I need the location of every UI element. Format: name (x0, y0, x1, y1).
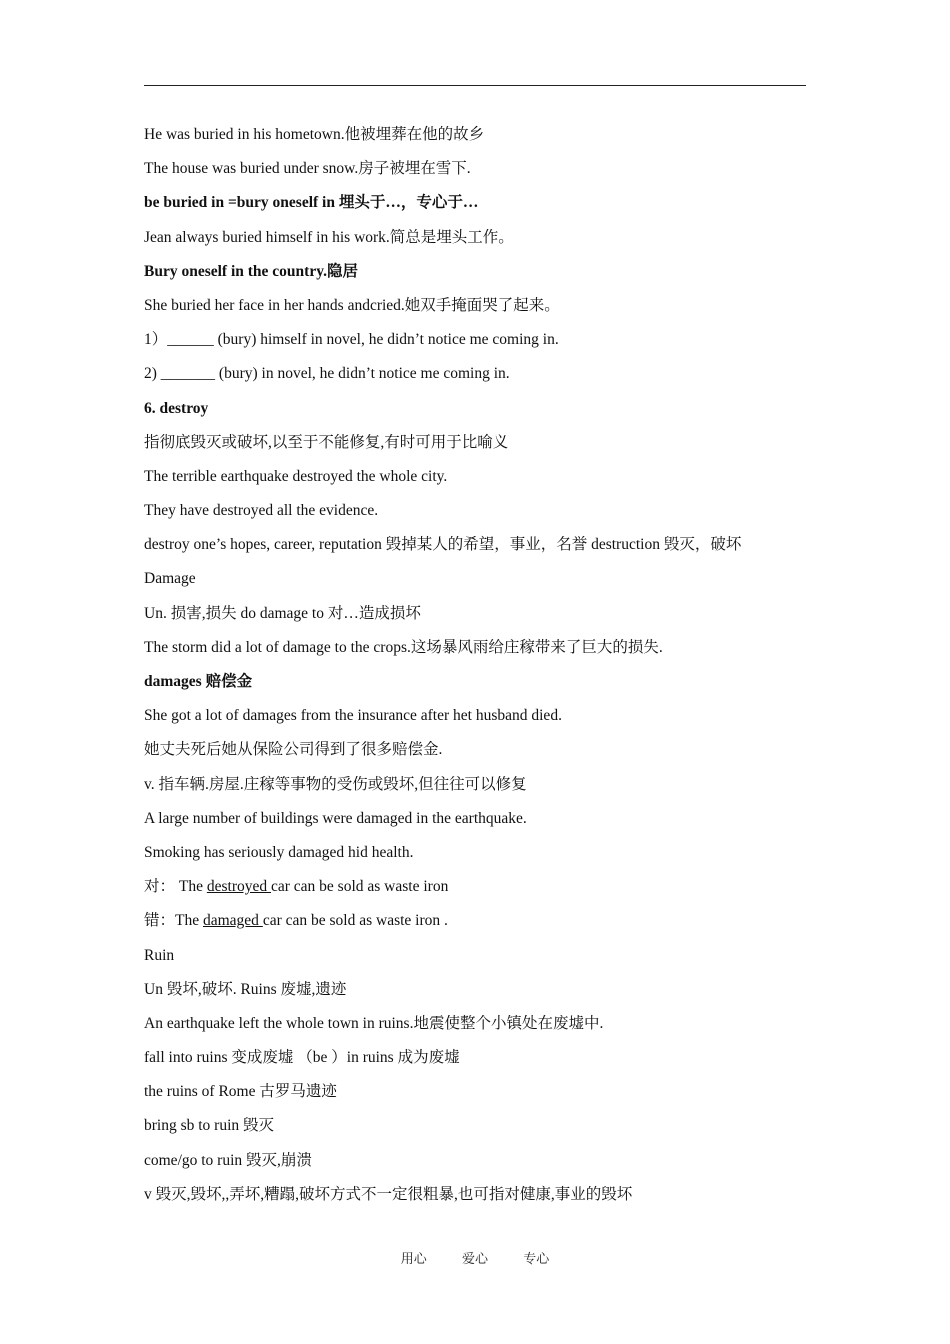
text-line: bring sb to ruin 毁灭 (144, 1117, 275, 1135)
header-rule (144, 85, 806, 86)
text-line: They have destroyed all the evidence. (144, 502, 379, 520)
text-line: A large number of buildings were damaged in the earthquake. (144, 809, 527, 827)
word-heading: Ruin (144, 946, 175, 964)
footer-item: 专心 (523, 1251, 550, 1266)
text-line: An earthquake left the whole town in ruins.地震使整个小镇处在废墟中. (144, 1014, 604, 1032)
text-line: He was buried in his hometown.他被埋葬在他的故乡 (144, 126, 485, 143)
document-body (144, 124, 814, 1218)
text-line: The house was buried under snow.房子被埋在雪下. (144, 160, 471, 178)
text-segment: car can be sold as waste iron (271, 878, 449, 896)
text-line: The storm did a lot of damage to the crops.这场暴风雨给庄稼带来了巨大的损失. (144, 638, 663, 656)
text-line: Jean always buried himself in his work.简总是埋头工作。 (144, 228, 514, 246)
exercise-line: 2) _______ (bury) in novel, he didn’t notice me coming in. (144, 365, 510, 383)
text-line: the ruins of Rome 古罗马遗迹 (144, 1083, 337, 1101)
underlined-word: destroyed (206, 878, 271, 896)
word-heading: Damage (144, 570, 196, 588)
text-line: 指彻底毁灭或破坏,以至于不能修复,有时可用于比喻义 (144, 433, 509, 451)
text-line: come/go to ruin 毁灭,崩溃 (144, 1151, 312, 1169)
text-line: destroy one’s hopes, career, reputation 毁掉某人的希望，事业，名誉 destruction 毁灭，破坏 (144, 536, 742, 554)
text-line: fall into ruins 变成废墟 （be ）in ruins 成为废墟 (144, 1049, 460, 1067)
text-line: She buried her face in her hands andcried.她双手掩面哭了起来。 (144, 296, 560, 314)
text-line: Un 毁坏,破坏. Ruins 废墟,遗迹 (144, 980, 347, 998)
section-heading: 6. destroy (144, 399, 209, 417)
text-line: She got a lot of damages from the insurance after het husband died. (144, 707, 562, 725)
text-line: v 毁灭,毁坏,,弄坏,糟蹋,破坏方式不一定很粗暴,也可指对健康,事业的毁坏 (144, 1185, 633, 1203)
text-line: The terrible earthquake destroyed the whole city. (144, 467, 448, 485)
phrase-heading: Bury oneself in the country.隐居 (144, 262, 358, 280)
page-footer (0, 1248, 950, 1267)
footer-item: 爱心 (461, 1251, 488, 1266)
text-line: 她丈夫死后她从保险公司得到了很多赔偿金. (144, 741, 443, 759)
text-line: v. 指车辆.房屋.庄稼等事物的受伤或毁坏,但往往可以修复 (144, 775, 527, 793)
correct-example-line (144, 876, 814, 910)
phrase-heading: be buried in =bury oneself in 埋头于…，专心于… (144, 194, 479, 212)
phrase-heading: damages 赔偿金 (144, 673, 253, 690)
wrong-example-line (144, 910, 814, 944)
text-segment: 对： The (144, 878, 207, 896)
text-segment: car can be sold as waste iron . (262, 912, 448, 930)
text-segment: 错：The (144, 912, 203, 930)
text-line: Smoking has seriously damaged hid health. (144, 843, 414, 861)
footer-item: 用心 (400, 1251, 427, 1266)
exercise-line: 1）______ (bury) himself in novel, he didn’t notice me coming in. (144, 331, 559, 349)
text-line: Un. 损害,损失 do damage to 对…造成损坏 (144, 604, 421, 622)
underlined-word: damaged (202, 912, 263, 930)
